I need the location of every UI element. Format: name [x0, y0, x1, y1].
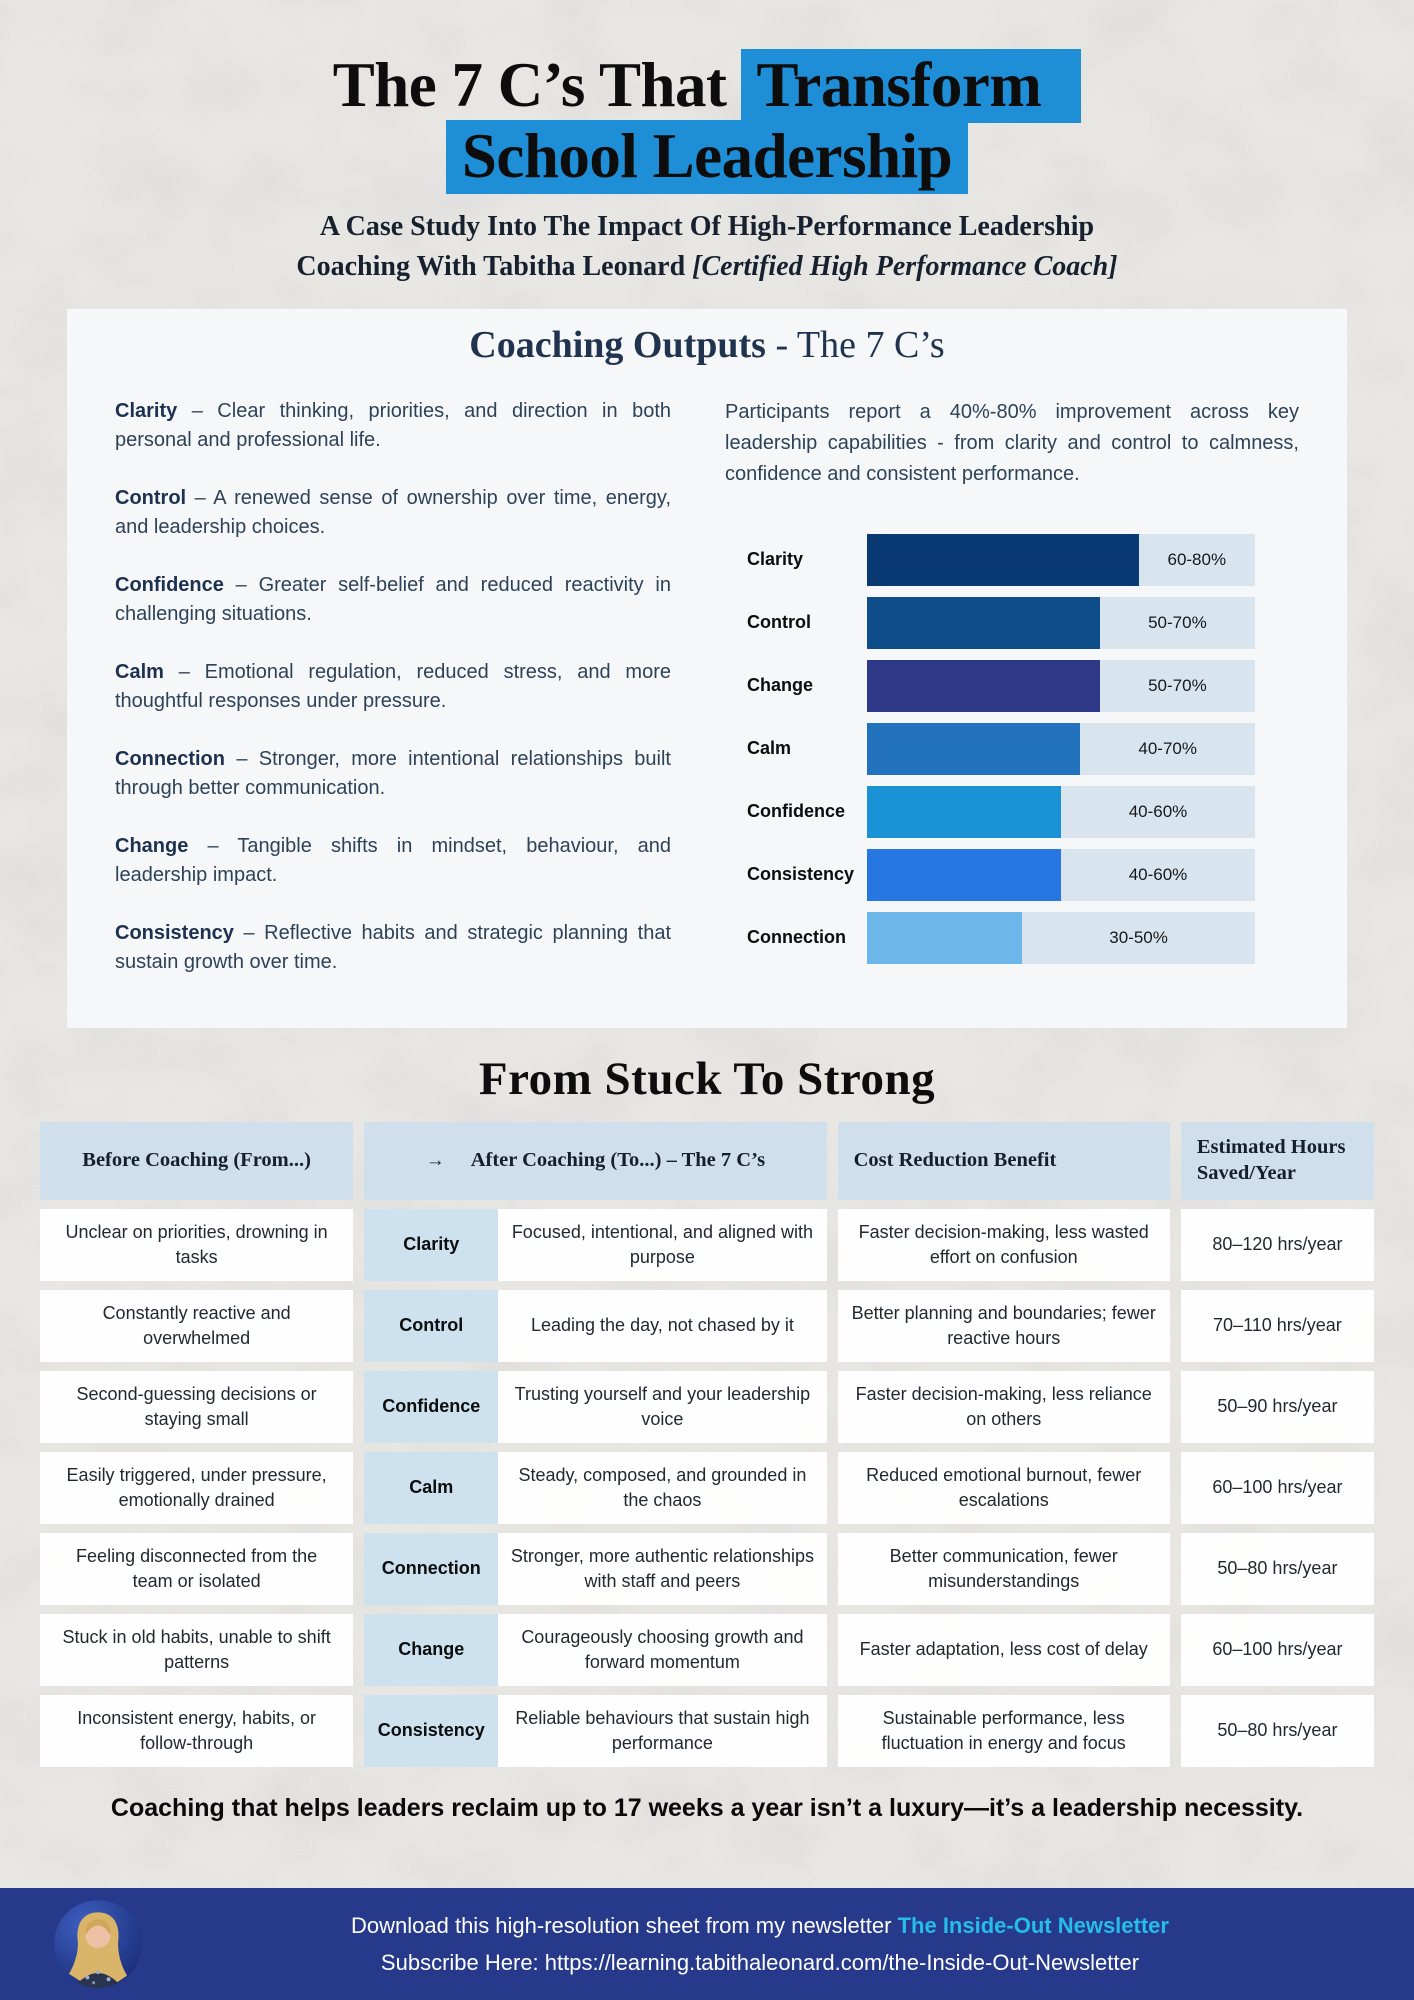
bar-fill: [867, 597, 1100, 649]
chart-row: Change 50-70%: [747, 660, 1255, 712]
table-row-benefit: Better planning and boundaries; fewer reactive hours: [838, 1290, 1170, 1362]
credential-note: [Certified High Performance Coach]: [692, 250, 1118, 282]
avatar-illustration: [54, 1900, 142, 1988]
subtitle-line2: Coaching With Tabitha Leonard [Certified High Performance Coach]: [296, 250, 1118, 282]
bar-value-label: 40-60%: [1128, 864, 1188, 884]
table-row-hours: 50–90 hrs/year: [1181, 1371, 1374, 1443]
bar-value-label: 50-70%: [1148, 612, 1207, 632]
c-chip: Control: [364, 1290, 498, 1362]
bar-value-label: 50-70%: [1148, 675, 1207, 695]
col-header-after: → After Coaching (To...) – The 7 C’s: [364, 1122, 826, 1200]
bar-fill: [867, 849, 1061, 901]
chart-row: Calm 40-70%: [747, 723, 1255, 775]
bar-value-label: 40-60%: [1128, 801, 1188, 821]
avatar: [54, 1900, 142, 1988]
footer-text: [142, 1907, 1378, 1982]
c-chip: Consistency: [364, 1695, 498, 1767]
bar-track: [867, 723, 1255, 775]
table-row-after: Consistency Reliable behaviours that sustain high performance: [364, 1695, 826, 1767]
table-row-after: Change Courageously choosing growth and forward momentum: [364, 1614, 826, 1686]
c-chip: Calm: [364, 1452, 498, 1524]
bar-track: [867, 534, 1255, 586]
chart-intro-paragraph: Participants report a 40%-80% improvement across key leadership capabilities - from clarity and control to calmness, confidence and consistent performance.: [725, 400, 1299, 485]
bar-track: [867, 597, 1255, 649]
table-row-before: Second-guessing decisions or staying small: [40, 1371, 353, 1443]
chart-row: Clarity 60-80%: [747, 534, 1255, 586]
title-highlight-school-leadership: School Leadership: [446, 120, 968, 194]
subtitle: [0, 207, 1414, 287]
table-row-hours: 70–110 hrs/year: [1181, 1290, 1374, 1362]
improvement-bar-chart: [725, 534, 1299, 964]
table-row-hours: 50–80 hrs/year: [1181, 1695, 1374, 1767]
coaching-outputs-card: [67, 309, 1347, 1028]
table-row-hours: 60–100 hrs/year: [1181, 1452, 1374, 1524]
bar-value-label: 60-80%: [1167, 549, 1227, 569]
footer-band: [0, 1888, 1414, 2000]
col-header-benefit: Cost Reduction Benefit: [838, 1122, 1170, 1200]
subscribe-line[interactable]: Subscribe Here: https://learning.tabithaleonard.com/the-Inside-Out-Newsletter: [380, 1950, 1140, 1975]
page-title: [0, 50, 1414, 191]
bar-value-label: 30-50%: [1109, 927, 1168, 947]
definition-change: Change – Tangible shifts in mindset, behaviour, and leadership impact.: [115, 834, 671, 886]
table-row-benefit: Reduced emotional burnout, fewer escalations: [838, 1452, 1170, 1524]
bar-value-label: 40-70%: [1138, 738, 1197, 758]
table-row-hours: 50–80 hrs/year: [1181, 1533, 1374, 1605]
table-row-after: Confidence Trusting yourself and your leadership voice: [364, 1371, 826, 1443]
table-row-before: Feeling disconnected from the team or isolated: [40, 1533, 353, 1605]
bar-track: [867, 849, 1255, 901]
outputs-heading: Coaching Outputs - The 7 C’s: [469, 323, 945, 366]
col-header-hours: Estimated Hours Saved/Year: [1181, 1122, 1374, 1200]
bar-fill: [867, 534, 1139, 586]
bar-track: [867, 912, 1255, 964]
chart-row: Control 50-70%: [747, 597, 1255, 649]
c-chip: Confidence: [364, 1371, 498, 1443]
title-highlight-transform: Transform: [741, 49, 1082, 123]
c-chip: Connection: [364, 1533, 498, 1605]
before-after-table: [40, 1122, 1374, 1767]
table-row-before: Unclear on priorities, drowning in tasks: [40, 1209, 353, 1281]
definition-clarity: Clarity – Clear thinking, priorities, and direction in both personal and professional life.: [115, 399, 671, 451]
table-row-hours: 60–100 hrs/year: [1181, 1614, 1374, 1686]
table-row-benefit: Faster decision-making, less reliance on others: [838, 1371, 1170, 1443]
arrow-right-icon: →: [425, 1149, 445, 1171]
title-plain: The 7 C’s That: [332, 50, 727, 120]
table-row-after: Connection Stronger, more authentic relationships with staff and peers: [364, 1533, 826, 1605]
col-header-before: Before Coaching (From...): [40, 1122, 353, 1200]
definition-control: Control – A renewed sense of ownership over time, energy, and leadership choices.: [115, 486, 671, 538]
table-heading: From Stuck To Strong: [478, 1052, 936, 1105]
table-row-before: Easily triggered, under pressure, emotionally drained: [40, 1452, 353, 1524]
subtitle-line1: A Case Study Into The Impact Of High-Performance Leadership: [319, 211, 1095, 243]
table-row-benefit: Better communication, fewer misunderstandings: [838, 1533, 1170, 1605]
definition-confidence: Confidence – Greater self-belief and reduced reactivity in challenging situations.: [115, 573, 671, 625]
bar-track: [867, 786, 1255, 838]
bar-track: [867, 660, 1255, 712]
table-row-after: Control Leading the day, not chased by it: [364, 1290, 826, 1362]
bar-fill: [867, 786, 1061, 838]
chart-row: Confidence 40-60%: [747, 786, 1255, 838]
bar-fill: [867, 912, 1022, 964]
table-row-after: Calm Steady, composed, and grounded in the chaos: [364, 1452, 826, 1524]
c-chip: Change: [364, 1614, 498, 1686]
definitions-column: [115, 397, 671, 1006]
footer-line1: Download this high-resolution sheet from my newsletter The Inside-Out Newsletter: [351, 1912, 1169, 1938]
definition-calm: Calm – Emotional regulation, reduced stress, and more thoughtful responses under pressure.: [115, 660, 671, 712]
table-row-before: Constantly reactive and overwhelmed: [40, 1290, 353, 1362]
table-row-after: Clarity Focused, intentional, and aligned with purpose: [364, 1209, 826, 1281]
definition-consistency: Consistency – Reflective habits and strategic planning that sustain growth over time.: [115, 921, 671, 973]
c-chip: Clarity: [364, 1209, 498, 1281]
tagline: Coaching that helps leaders reclaim up to 17 weeks a year isn’t a luxury—it’s a leadership necessity.: [110, 1793, 1304, 1822]
newsletter-link[interactable]: The Inside-Out Newsletter: [897, 1912, 1169, 1938]
chart-column: [725, 397, 1299, 1006]
table-row-benefit: Faster adaptation, less cost of delay: [838, 1614, 1170, 1686]
bar-fill: [867, 660, 1100, 712]
chart-row: Connection 30-50%: [747, 912, 1255, 964]
definition-connection: Connection – Stronger, more intentional relationships built through better communication.: [115, 747, 671, 799]
table-row-before: Stuck in old habits, unable to shift patterns: [40, 1614, 353, 1686]
chart-row: Consistency 40-60%: [747, 849, 1255, 901]
table-row-benefit: Faster decision-making, less wasted effort on confusion: [838, 1209, 1170, 1281]
table-row-hours: 80–120 hrs/year: [1181, 1209, 1374, 1281]
table-row-before: Inconsistent energy, habits, or follow-through: [40, 1695, 353, 1767]
table-row-benefit: Sustainable performance, less fluctuation in energy and focus: [838, 1695, 1170, 1767]
bar-fill: [867, 723, 1080, 775]
